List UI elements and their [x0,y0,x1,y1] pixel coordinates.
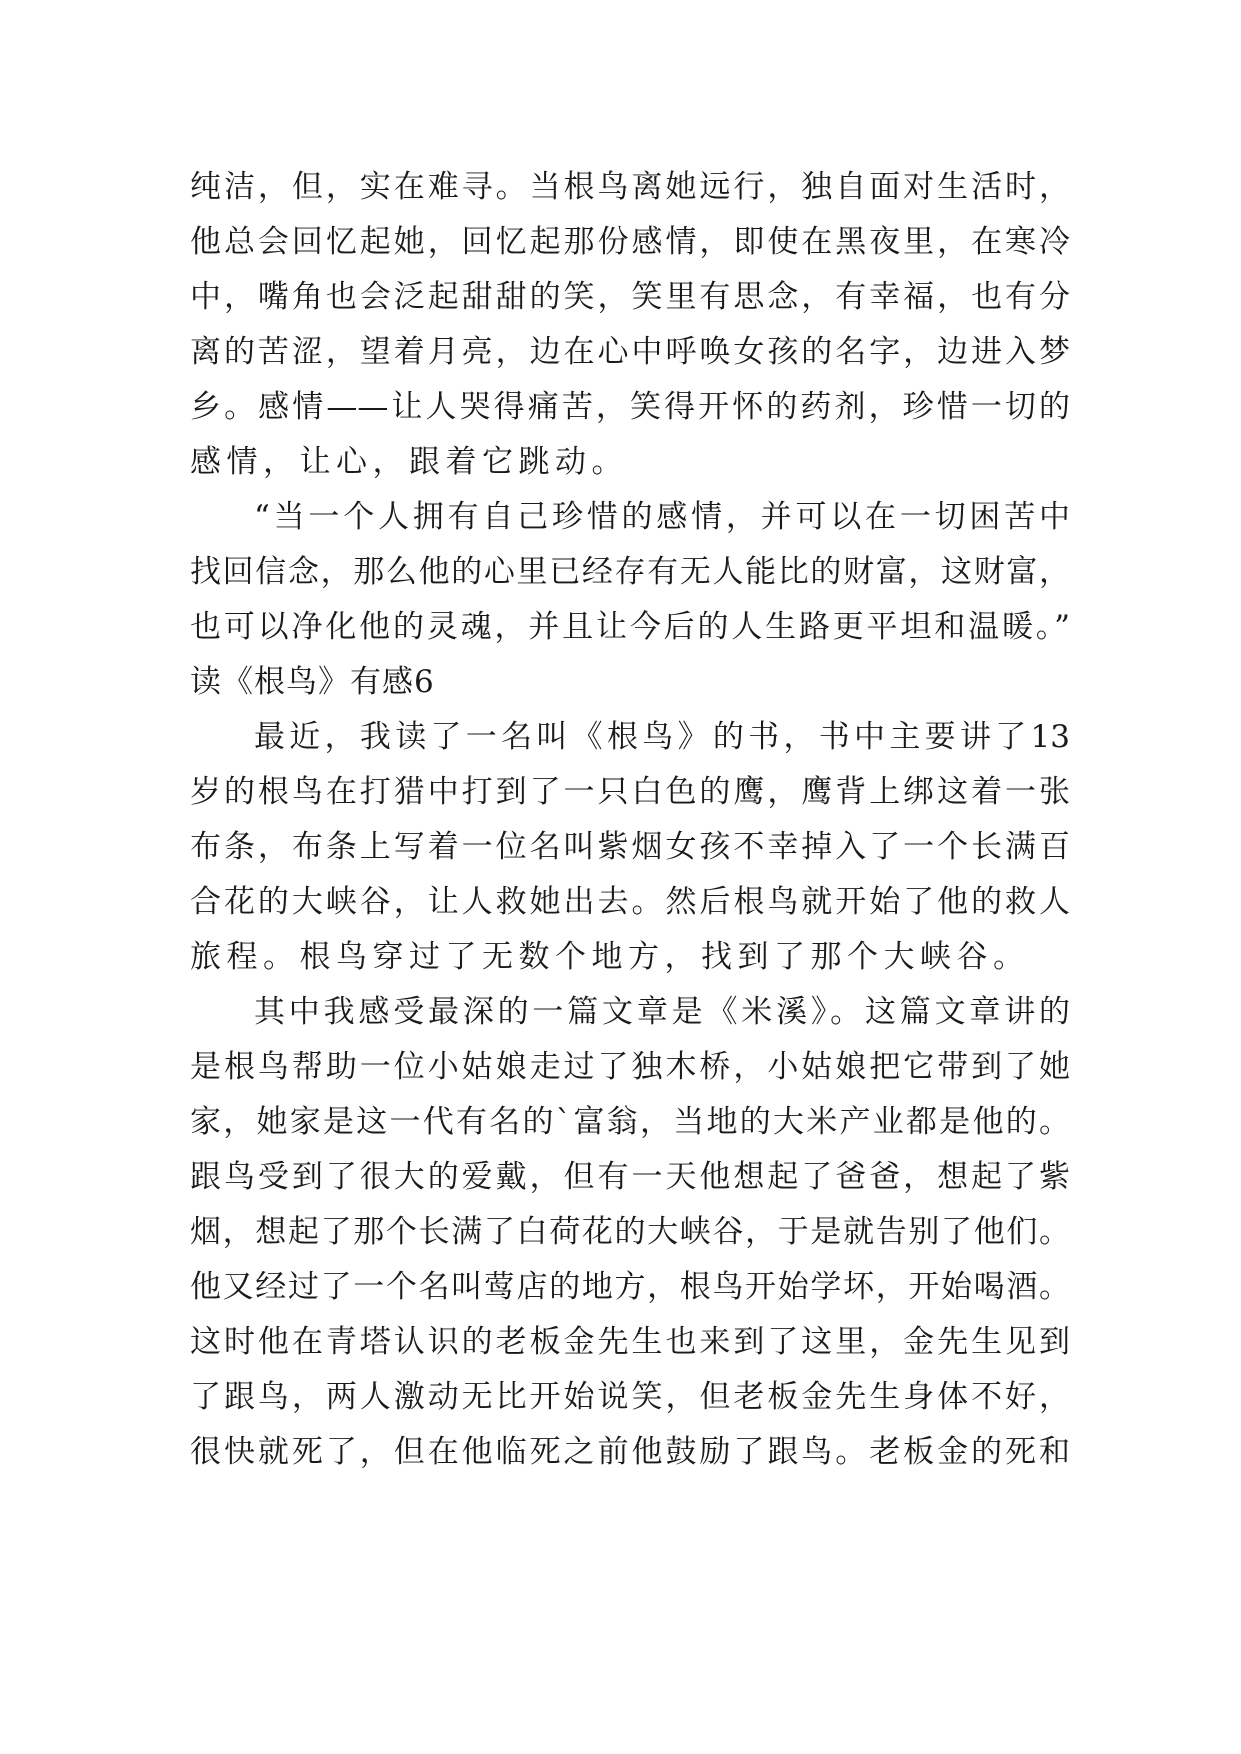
text-line: 离的苦涩，望着月亮，边在心中呼唤女孩的名字，边进入梦 [190,334,1070,370]
text-line: 旅程。根鸟穿过了无数个地方，找到了那个大峡谷。 [190,939,1030,975]
text-line: 这时他在青塔认识的老板金先生也来到了这里，金先生见到 [190,1324,1070,1360]
text-line: 跟鸟受到了很大的爱戴，但有一天他想起了爸爸，想起了紫 [190,1159,1070,1195]
paragraph-start-line: “当一个人拥有自己珍惜的感情，并可以在一切困苦中 [254,499,1070,535]
text-line: 布条，布条上写着一位名叫紫烟女孩不幸掉入了一个长满百 [190,829,1070,865]
text-line: 他总会回忆起她，回忆起那份感情，即使在黑夜里，在寒冷 [190,224,1070,260]
text-line: 他又经过了一个名叫莺店的地方，根鸟开始学坏，开始喝酒。 [190,1269,1070,1305]
text-line: 也可以净化他的灵魂，并且让今后的人生路更平坦和温暖。” [190,609,1070,645]
text-line: 纯洁，但，实在难寻。当根鸟离她远行，独自面对生活时， [190,169,1070,205]
text-line: 是根鸟帮助一位小姑娘走过了独木桥，小姑娘把它带到了她 [190,1049,1070,1085]
text-line: 中，嘴角也会泛起甜甜的笑，笑里有思念，有幸福，也有分 [190,279,1070,315]
text-line: 家，她家是这一代有名的`富翁，当地的大米产业都是他的。 [190,1104,1070,1140]
text-line: 烟，想起了那个长满了白荷花的大峡谷，于是就告别了他们。 [190,1214,1070,1250]
text-line: 了跟鸟，两人激动无比开始说笑，但老板金先生身体不好， [190,1379,1070,1415]
text-line: 合花的大峡谷，让人救她出去。然后根鸟就开始了他的救人 [190,884,1070,920]
text-line: 找回信念，那么他的心里已经存有无人能比的财富，这财富， [190,554,1070,590]
text-line: 乡。感情——让人哭得痛苦，笑得开怀的药剂，珍惜一切的 [190,389,1070,425]
paragraph-start-line: 最近，我读了一名叫《根鸟》的书，书中主要讲了13 [254,719,1070,755]
text-line: 岁的根鸟在打猎中打到了一只白色的鹰，鹰背上绑这着一张 [190,774,1070,810]
section-heading: 读《根鸟》有感6 [190,664,435,700]
text-line: 很快就死了，但在他临死之前他鼓励了跟鸟。老板金的死和 [190,1434,1070,1470]
document-body [190,160,1070,1480]
paragraph-start-line: 其中我感受最深的一篇文章是《米溪》。这篇文章讲的 [254,994,1070,1030]
text-line: 感情，让心，跟着它跳动。 [190,444,628,480]
